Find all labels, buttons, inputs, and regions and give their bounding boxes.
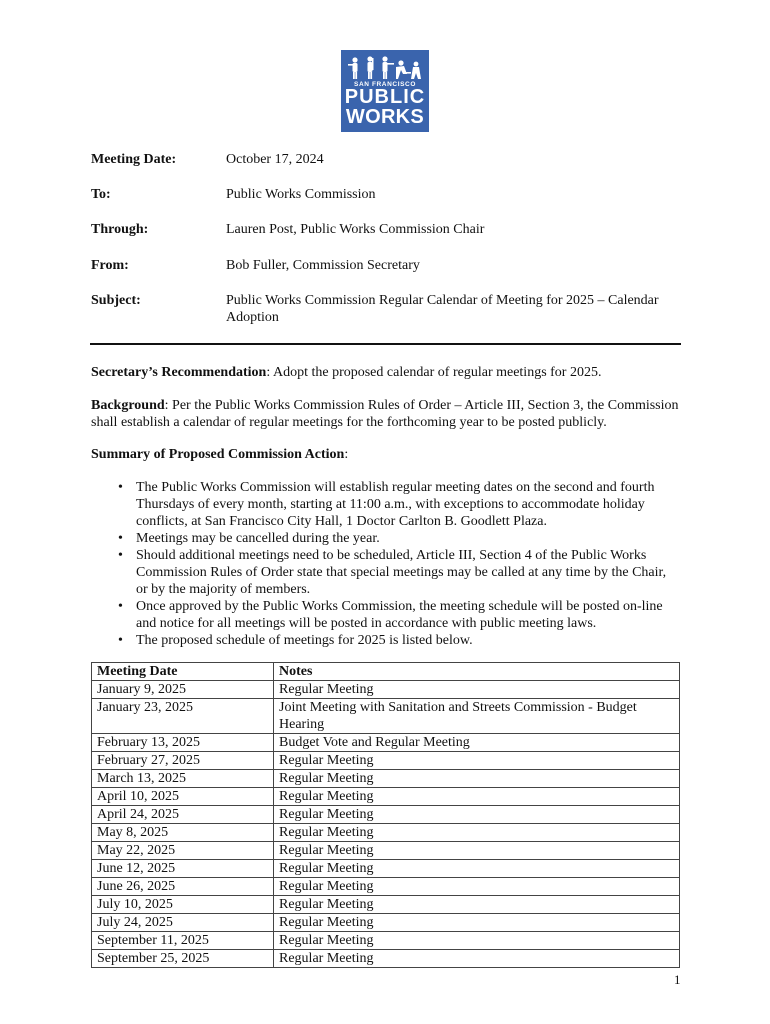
table-row: [92, 824, 680, 842]
meeting-date-cell: April 24, 2025: [92, 806, 274, 824]
meeting-schedule-table: [91, 662, 680, 968]
logo-public-text: PUBLIC: [344, 86, 426, 108]
bullet-icon: •: [118, 531, 123, 546]
bullet-text: Meetings may be cancelled during the year.: [136, 531, 380, 546]
bullet-icon: •: [118, 480, 123, 495]
table-row: [92, 788, 680, 806]
meeting-date-cell: February 27, 2025: [92, 752, 274, 770]
list-item: [91, 479, 681, 530]
header-divider: [90, 343, 681, 345]
bullet-text: Once approved by the Public Works Commission, the meeting schedule will be posted on-line and notice for all meetings will be posted in accordance with public meeting laws.: [136, 599, 663, 631]
list-item: [91, 632, 681, 649]
through-label: Through:: [91, 222, 149, 237]
notes-cell: Regular Meeting: [274, 788, 680, 806]
meeting-date-cell: March 13, 2025: [92, 770, 274, 788]
logo-works-text: WORKS: [345, 106, 425, 128]
meeting-date-cell: September 25, 2025: [92, 950, 274, 968]
meeting-date-cell: July 24, 2025: [92, 914, 274, 932]
table-row: [92, 896, 680, 914]
summary-heading: [91, 446, 681, 463]
list-item: [91, 530, 681, 547]
notes-cell: Regular Meeting: [274, 932, 680, 950]
meeting-date-cell: July 10, 2025: [92, 896, 274, 914]
notes-cell: Regular Meeting: [274, 878, 680, 896]
table-row: [92, 878, 680, 896]
table-row: [92, 914, 680, 932]
background-text: : Per the Public Works Commission Rules of Order – Article III, Section 3, the Commission shall establish a calendar of regular meetings for the forthcoming year to be posted publicly.: [91, 398, 679, 430]
meeting-date-cell: April 10, 2025: [92, 788, 274, 806]
meeting-date-label: Meeting Date:: [91, 152, 177, 167]
to-label: To:: [91, 187, 111, 202]
from-value: Bob Fuller, Commission Secretary: [226, 258, 420, 273]
notes-cell: Regular Meeting: [274, 824, 680, 842]
list-item: [91, 598, 681, 632]
table-row: [92, 860, 680, 878]
notes-cell: Regular Meeting: [274, 842, 680, 860]
meeting-date-column-header: Meeting Date: [92, 663, 274, 681]
notes-cell: Regular Meeting: [274, 770, 680, 788]
table-row: [92, 842, 680, 860]
notes-cell: Regular Meeting: [274, 896, 680, 914]
meeting-date-cell: May 22, 2025: [92, 842, 274, 860]
logo-city-text: SAN FRANCISCO: [354, 81, 416, 88]
to-value: Public Works Commission: [226, 187, 376, 202]
notes-cell: Regular Meeting: [274, 681, 680, 699]
meeting-date-cell: January 23, 2025: [92, 699, 274, 734]
public-works-logo: [341, 50, 429, 132]
background-label: Background: [91, 398, 165, 413]
recommendation-text: : Adopt the proposed calendar of regular meetings for 2025.: [266, 365, 602, 380]
notes-column-header: Notes: [274, 663, 680, 681]
table-row: [92, 681, 680, 699]
notes-cell: Regular Meeting: [274, 914, 680, 932]
meeting-date-cell: June 26, 2025: [92, 878, 274, 896]
bullet-text: Should additional meetings need to be scheduled, Article III, Section 4 of the Public Works Commission Rules of Order state that special meetings may be called at any time by the Chair, or by the majority of members.: [136, 548, 667, 597]
table-row: [92, 806, 680, 824]
notes-cell: Regular Meeting: [274, 806, 680, 824]
table-row: [92, 752, 680, 770]
table-row: [92, 770, 680, 788]
summary-suffix: :: [344, 447, 349, 462]
table-row: [92, 699, 680, 734]
recommendation-paragraph: [91, 364, 681, 381]
table-row: [92, 734, 680, 752]
notes-cell: Regular Meeting: [274, 752, 680, 770]
bullet-text: The Public Works Commission will establish regular meeting dates on the second and fourth Thursdays of every month, starting at 11:00 a.m., with exceptions to accommodate holiday conflicts, at San Francisco City Hall, 1 Doctor Carlton B. Goodlett Plaza.: [136, 480, 655, 529]
notes-cell: Regular Meeting: [274, 860, 680, 878]
bullet-icon: •: [118, 599, 123, 614]
background-paragraph: [91, 397, 681, 431]
bullet-text: The proposed schedule of meetings for 2025 is listed below.: [136, 633, 473, 648]
notes-cell: Joint Meeting with Sanitation and Streets Commission - Budget Hearing: [274, 699, 680, 734]
subject-label: Subject:: [91, 293, 141, 308]
meeting-date-value: October 17, 2024: [226, 152, 324, 167]
meeting-date-cell: May 8, 2025: [92, 824, 274, 842]
bullet-icon: •: [118, 548, 123, 563]
notes-cell: Regular Meeting: [274, 950, 680, 968]
subject-value: Public Works Commission Regular Calendar of Meeting for 2025 – Calendar Adoption: [226, 293, 659, 325]
meeting-date-cell: June 12, 2025: [92, 860, 274, 878]
summary-label: Summary of Proposed Commission Action: [91, 447, 345, 462]
list-item: [91, 547, 681, 598]
table-header-row: [92, 663, 680, 681]
page-number: 1: [674, 972, 681, 987]
table-row: [92, 932, 680, 950]
notes-cell: Budget Vote and Regular Meeting: [274, 734, 680, 752]
bullet-icon: •: [118, 633, 123, 648]
summary-bullet-list: [91, 479, 681, 649]
meeting-date-cell: February 13, 2025: [92, 734, 274, 752]
worker-figures-icon: [341, 54, 429, 82]
meeting-date-cell: September 11, 2025: [92, 932, 274, 950]
table-row: [92, 950, 680, 968]
meeting-date-cell: January 9, 2025: [92, 681, 274, 699]
through-value: Lauren Post, Public Works Commission Chair: [226, 222, 485, 237]
from-label: From:: [91, 258, 129, 273]
recommendation-label: Secretary’s Recommendation: [91, 365, 267, 380]
